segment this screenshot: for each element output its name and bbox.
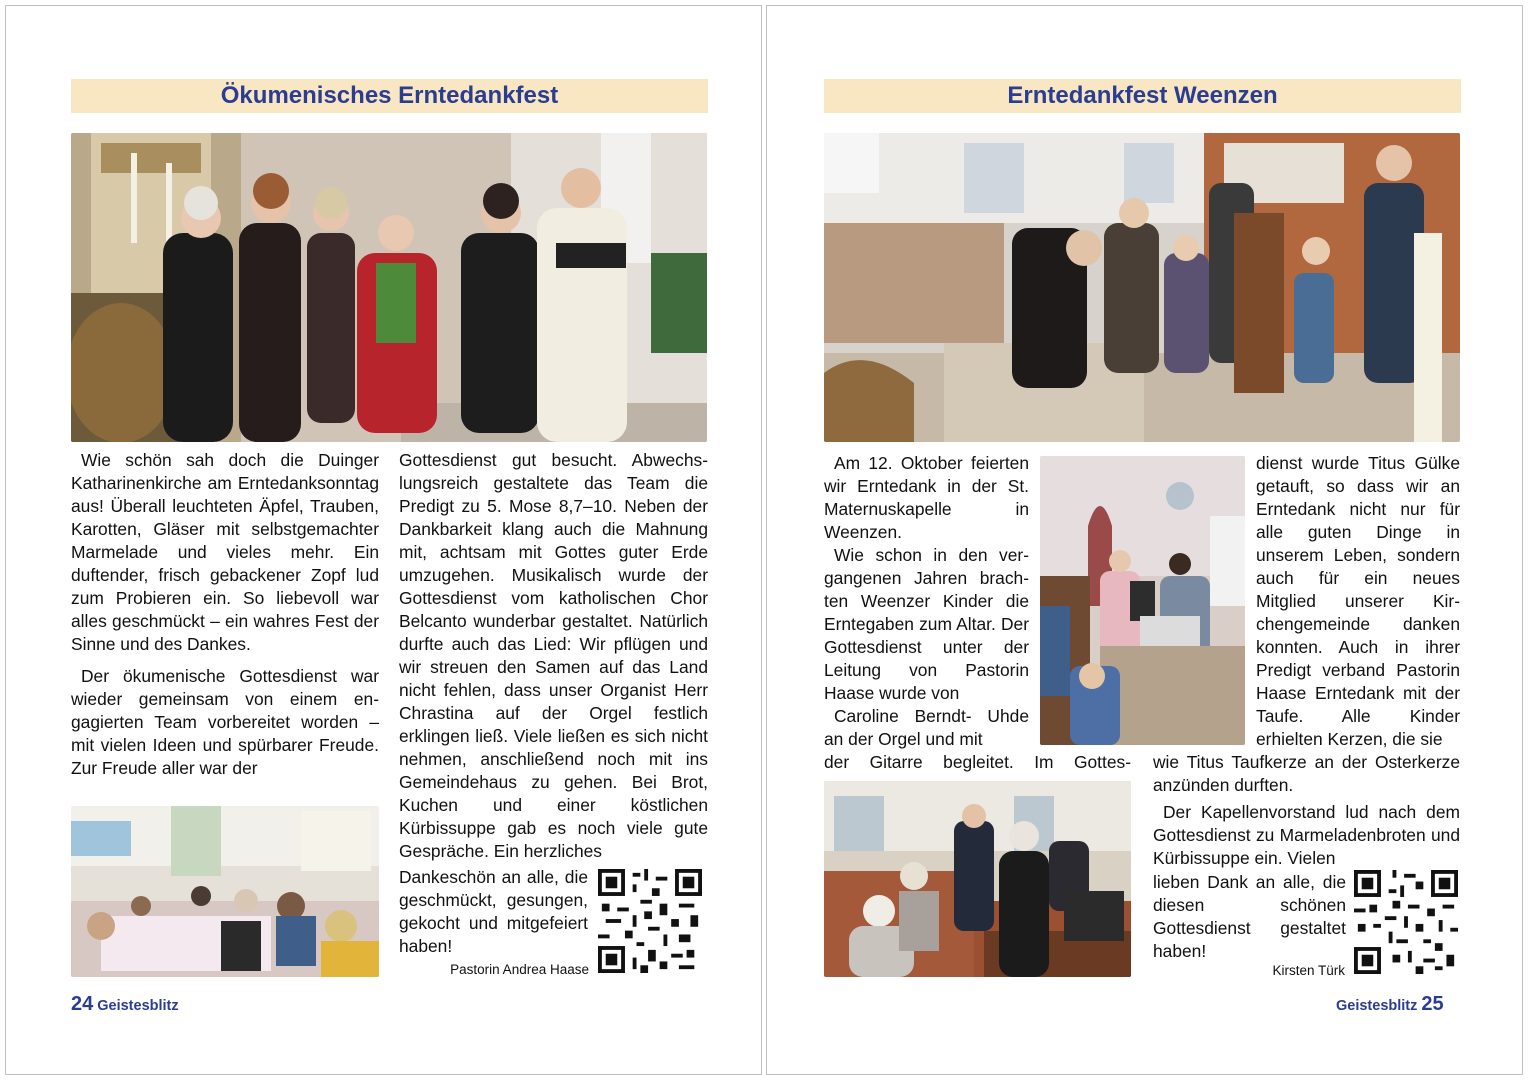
- page-number: 24: [71, 993, 94, 1015]
- paragraph: Wie schon in den vergangenen Jahren brachten Weenzer Kinder die Erntegaben zum Altar. Der Gottesdienst unter der Leitung von Pastorin Haase wurde von: [824, 545, 1029, 703]
- article-text-right-col2: [1153, 452, 1460, 870]
- article-text-left-col1: [71, 449, 379, 780]
- photo-chapel-pews: [824, 781, 1131, 977]
- article-text-right-line: [824, 751, 1131, 774]
- paragraph: dienst wurde Titus Gülke getauft, so dass wir an Erntedank nicht nur für alle guten Dinge in unserem Leben, sondern auch für ein neues Mitglied unserer Kirchengemeinde danken konnten. Auch in ihrer Predigt verband Pastorin Haase Erntedank mit der Taufe. Alle Kinder erhielten Kerzen, die sie: [1256, 453, 1460, 749]
- qr-code-icon: [598, 869, 702, 973]
- article-text-right-tail: [1153, 871, 1346, 963]
- magazine-name: Geistesblitz: [97, 998, 179, 1014]
- article-text-left-col2: [399, 449, 708, 863]
- paragraph: wie Titus Taufkerze an der Osterkerze anzünden durften.: [1153, 752, 1460, 795]
- signature-left: Pastorin Andrea Haase: [450, 962, 589, 977]
- page-footer-right: [1336, 993, 1444, 1016]
- paragraph: Am 12. Oktober feierten wir Erntedank in der St. Maternuskapelle in Weenzen.: [824, 453, 1029, 542]
- paragraph: Gottesdienst gut besucht. Abwechslungsreich gestaltete das Team die Predigt zu 5. Mose 8,7–10. Neben der Dankbarkeit klang auch die Mahnung mit, achtsam mit Gottes guter Erde umzugehen. Musikalisch wurde der Gottesdienst vom katholischen Chor Belcanto wunderbar gestaltet. Natürlich durfte auch das Lied: Wir pflügen und wir streuen den Samen auf das Land nicht fehlen, dass unser Organist Herr Chrastina auf der Orgel festlich erklingen ließ. Viele ließen es sich nicht nehmen, anschließend noch mit ins Gemeindehaus zu gehen. Bei Brot, Kuchen und einer köstlichen Kürbissuppe gab es noch viele gute Gespräche. Ein herzliches: [399, 450, 708, 861]
- paragraph: Caroline Berndt- Uhde an der Orgel und mit: [824, 706, 1029, 749]
- paragraph: lieben Dank an alle, die diesen schönen Gottesdienst gestaltet haben!: [1153, 872, 1346, 961]
- paragraph: Der ökumenische Gottesdienst war wieder gemeinsam von einem engagierten Team vorbereitet worden – mit vielen Ideen und spürbarer Freude. Zur Freude aller war der: [71, 666, 379, 778]
- paragraph: Der Kapellenvorstand lud nach dem Gottesdienst zu Marmeladenbroten und Kürbissuppe ein. Vielen: [1153, 802, 1460, 868]
- magazine-name: Geistesblitz: [1336, 998, 1418, 1014]
- paragraph: der Gitarre begleitet. Im Gottes-: [824, 752, 1131, 772]
- article-text-right-col1: [824, 452, 1029, 751]
- page-footer-left: [71, 993, 179, 1016]
- photo-choir-altar: [71, 133, 707, 442]
- paragraph: Wie schön sah doch die Duinger Katharinenkirche am Erntedanksonntag aus! Überall leuchteten Äpfel, Trauben, Karotten, Gläser mit selbstgemachter Marmelade und vieles mehr. Ein duftender, frisch gebackener Zopf lud zum Probieren ein. So liebevoll war alles geschmückt – ein wahres Fest der Sinne und des Dankes.: [71, 450, 379, 654]
- page-title-right: Erntedankfest Weenzen: [824, 79, 1461, 113]
- qr-code-icon: [1354, 870, 1458, 974]
- photo-parish-hall: [71, 806, 379, 977]
- signature-right: Kirsten Türk: [1272, 963, 1345, 978]
- article-text-left-tail: [399, 866, 588, 958]
- photo-children-altar: [824, 133, 1460, 442]
- paragraph: Dankeschön an alle, die geschmückt, gesungen, gekocht und mitgefeiert haben!: [399, 867, 588, 956]
- page-number: 25: [1421, 993, 1444, 1015]
- page-title-left: Ökumenisches Erntedankfest: [71, 79, 708, 113]
